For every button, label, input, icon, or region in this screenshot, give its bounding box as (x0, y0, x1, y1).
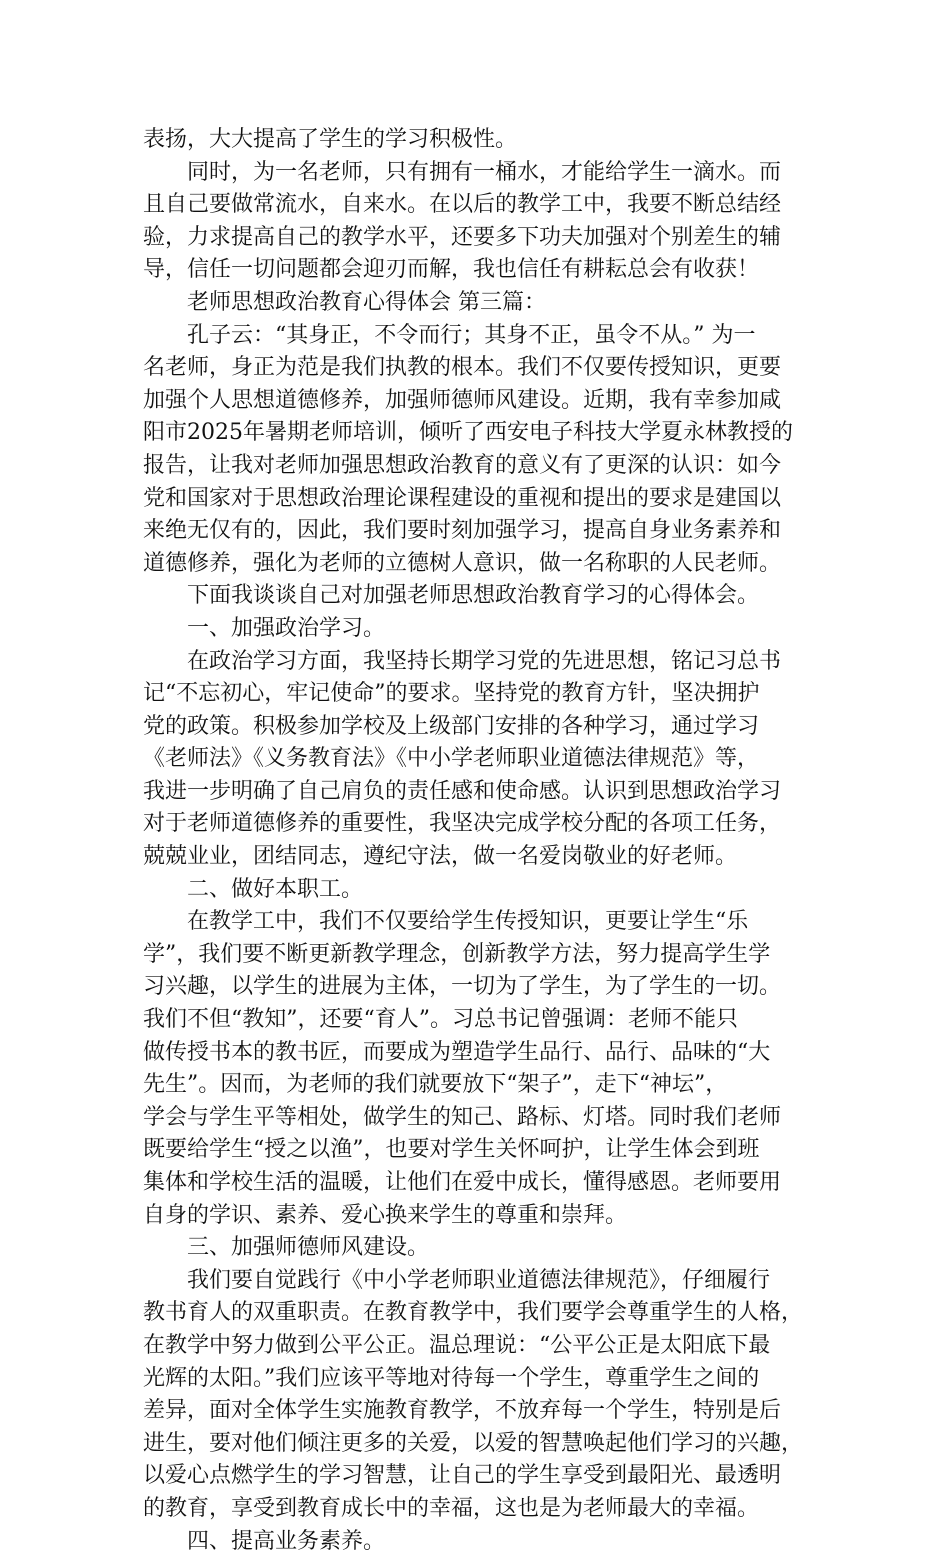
text-line: 的教育，享受到教育成长中的幸福，这也是为老师最大的幸福。 (143, 1495, 760, 1521)
text-line: 教书育人的双重职责。在教育教学中，我们要学会尊重学生的人格， (143, 1300, 804, 1326)
text-line: 兢兢业业，团结同志，遵纪守法，做一名爱岗敬业的好老师。 (143, 844, 738, 870)
text-line: 老师思想政治教育心得体会 第三篇： (187, 289, 546, 315)
text-line: 在政治学习方面，我坚持长期学习党的先进思想，铭记习总书 (187, 648, 782, 674)
text-line: 自身的学识、素养、爱心换来学生的尊重和崇拜。 (143, 1202, 628, 1228)
text-line: 以爱心点燃学生的学习智慧，让自己的学生享受到最阳光、最透明 (143, 1463, 782, 1489)
text-line: 一、加强政治学习。 (187, 615, 386, 641)
text-line: 我进一步明确了自己肩负的责任感和使命感。认识到思想政治学习 (143, 778, 782, 804)
text-line: 党和国家对于思想政治理论课程建设的重视和提出的要求是建国以 (143, 485, 782, 511)
text-line: 我们要自觉践行《中小学老师职业道德法律规范》，仔细履行 (187, 1267, 771, 1293)
text-line: 在教学中努力做到公平公正。温总理说：“公平公正是太阳底下最 (143, 1332, 771, 1358)
text-line: 我们不但“教知”，还要“育人”。习总书记曾强调：老师不能只 (143, 1007, 738, 1033)
document-body (143, 124, 813, 1558)
text-line: 学”，我们要不断更新教学理念，创新教学方法，努力提高学生学 (143, 941, 771, 967)
text-line: 进生，要对他们倾注更多的关爱，以爱的智慧唤起他们学习的兴趣， (143, 1430, 804, 1456)
text-line: 且自己要做常流水，自来水。在以后的教学工中，我要不断总结经 (143, 192, 782, 218)
text-line: 学会与学生平等相处，做学生的知己、路标、灯塔。同时我们老师 (143, 1104, 782, 1130)
text-line: 先生”。因而，为老师的我们就要放下“架子”，走下“神坛”， (143, 1072, 728, 1098)
text-line: 导，信任一切问题都会迎刃而解，我也信任有耕耘总会有收获！ (143, 257, 760, 283)
text-line: 对于老师道德修养的重要性，我坚决完成学校分配的各项工任务， (143, 811, 782, 837)
text-line: 做传授书本的教书匠，而要成为塑造学生品行、品行、品味的“大 (143, 1039, 771, 1065)
text-line: 加强个人思想道德修养，加强师德师风建设。近期，我有幸参加咸 (143, 387, 782, 413)
text-line: 同时，为一名老师，只有拥有一桶水，才能给学生一滴水。而 (187, 159, 782, 185)
text-line: 光辉的太阳。”我们应该平等地对待每一个学生，尊重学生之间的 (143, 1365, 760, 1391)
text-line: 记“不忘初心，牢记使命”的要求。坚持党的教育方针，坚决拥护 (143, 681, 760, 707)
text-line: 二、做好本职工。 (187, 876, 364, 902)
text-line: 孔子云：“其身正，不令而行；其身不正，虽令不从。” 为一 (187, 322, 756, 348)
text-line: 验，力求提高自己的教学水平，还要多下功夫加强对个别差生的辅 (143, 224, 782, 250)
text-line: 名老师，身正为范是我们执教的根本。我们不仅要传授知识，更要 (143, 355, 782, 381)
text-line: 《老师法》《义务教育法》《中小学老师职业道德法律规范》等， (143, 746, 760, 772)
text-line: 四、提高业务素养。 (187, 1528, 386, 1554)
text-line: 差异，面对全体学生实施教育教学，不放弃每一个学生，特别是后 (143, 1398, 782, 1424)
text-line: 既要给学生“授之以渔”，也要对学生关怀呵护，让学生体会到班 (143, 1137, 760, 1163)
text-line: 下面我谈谈自己对加强老师思想政治教育学习的心得体会。 (187, 583, 760, 609)
text-line: 三、加强师德师风建设。 (187, 1235, 430, 1261)
text-line: 阳市2025年暑期老师培训，倾听了西安电子科技大学夏永林教授的 (143, 420, 793, 446)
text-line: 来绝无仅有的，因此，我们要时刻加强学习，提高自身业务素养和 (143, 518, 782, 544)
text-line: 道德修养，强化为老师的立德树人意识，做一名称职的人民老师。 (143, 550, 782, 576)
text-line: 党的政策。积极参加学校及上级部门安排的各种学习，通过学习 (143, 713, 760, 739)
text-line: 习兴趣，以学生的进展为主体，一切为了学生，为了学生的一切。 (143, 974, 782, 1000)
text-line: 集体和学校生活的温暖，让他们在爱中成长，懂得感恩。老师要用 (143, 1170, 782, 1195)
text-line: 在教学工中，我们不仅要给学生传授知识，更要让学生“乐 (187, 909, 749, 935)
text-line: 报告，让我对老师加强思想政治教育的意义有了更深的认识：如今 (143, 452, 782, 478)
text-line: 表扬，大大提高了学生的学习积极性。 (143, 127, 518, 152)
